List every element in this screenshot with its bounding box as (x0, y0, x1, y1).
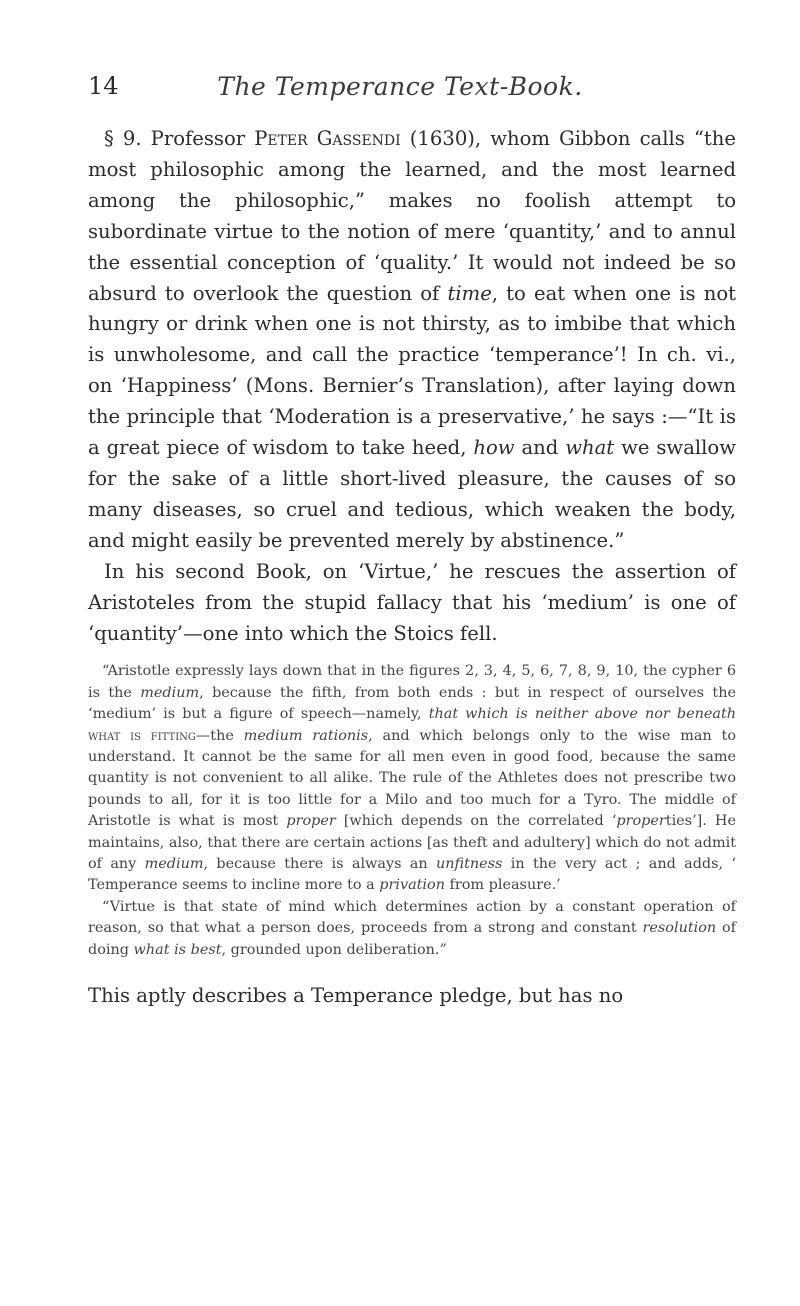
page-body (88, 124, 736, 1032)
text-run: “Aristotle expressly lays down that in the figures 2, 3, 4, 5, 6, 7, 8, 9, 10, the cypher 6 is the (88, 663, 736, 701)
text-run: —the (195, 727, 244, 744)
emphasis: medium rationis (243, 727, 369, 744)
text-run: § 9. Professor (104, 127, 255, 150)
running-title: The Temperance Text-Book. (217, 72, 583, 101)
page-number: 14 (88, 72, 119, 100)
text-run: , grounded upon deliberation.” (221, 941, 447, 958)
text-run: , and which belongs only to the wise man to understand. It cannot be the same for all men even in good food, because the same quantity is not convenient to all alike. The rule of the Athletes does not prescribe two pounds to all, for it is too little for a Milo and too much for a Tyro. The middle of Aristotle is what is most (88, 727, 736, 830)
emphasis: time (447, 281, 492, 305)
text-run: in the very act ; and adds, ‘ Temperance seems to incline more to a (88, 856, 737, 894)
text-run: of doing (88, 920, 736, 958)
emphasis: medium (140, 684, 200, 701)
emphasis: unfitness (435, 856, 503, 873)
text-run: “Virtue is that state of mind which determines action by a constant operation of reason, so that what a person does, proceeds from a strong and constant (88, 898, 736, 937)
aristotle-quotation (88, 661, 736, 896)
text-run: , because the fifth, from both ends : but in respect of ourselves the ‘medium’ is but a figure of speech—namely, (88, 684, 736, 723)
emphasis: medium (144, 856, 204, 873)
second-book-paragraph: In his second Book, on ‘Virtue,’ he rescues the assertion of Aristoteles from the stupid fallacy that his ‘medium’ is one of ‘quantity’—one into which the Stoics fell. (88, 559, 736, 645)
emphasis: that which is neither above nor beneath (428, 706, 736, 723)
virtue-quotation (88, 897, 736, 961)
emphasis: resolution (642, 920, 717, 937)
author-name: Peter Gassendi (254, 127, 401, 150)
text-run: (1630), whom Gibbon calls “the most philosophic among the learned, and the most learned among the philosophic,” makes no foolish attempt to subordinate virtue to the notion of mere ‘quantity,’ and to annul the essential conception of ‘quality.’ It would not indeed be so absurd to overlook the question of (88, 127, 736, 305)
text-run: [which depends on the correlated ‘ (335, 813, 617, 830)
emphasis: privation (379, 877, 445, 894)
page-header (88, 72, 712, 108)
section-9-paragraph (88, 124, 736, 557)
text-run: ties’]. He maintains, also, that there are certain actions [as theft and adultery] which do not admit of any (88, 813, 736, 873)
text-run: , to eat when one is not hungry or drink when one is not thirsty, as to imbibe that which is unwholesome, and call the practice ‘temperance’! In ch. vi., on ‘Happiness’ (Mons. Bernier’s Translation), after laying down the principle that ‘Moderation is a preservative,’ he says :—“It is a great piece of wisdom to take heed, (88, 281, 736, 460)
text-run: from pleasure.’ (444, 877, 561, 894)
text-run: and (514, 436, 566, 460)
small-caps-phrase: what is fitting (88, 727, 196, 744)
quotation-block (88, 661, 736, 961)
emphasis: proper (286, 813, 336, 830)
emphasis: what (565, 436, 615, 460)
text-run: , because there is always an (203, 856, 436, 873)
emphasis: what is best (133, 941, 222, 958)
emphasis: how (473, 436, 515, 460)
text-run: we swallow for the sake of a little short-lived pleasure, the causes of so many diseases, so cruel and tedious, which weaken the body, and might easily be prevented merely by abstinence.” (88, 436, 736, 552)
closing-line: This aptly describes a Temperance pledge, but has no (88, 984, 624, 1008)
emphasis: proper (616, 813, 666, 830)
